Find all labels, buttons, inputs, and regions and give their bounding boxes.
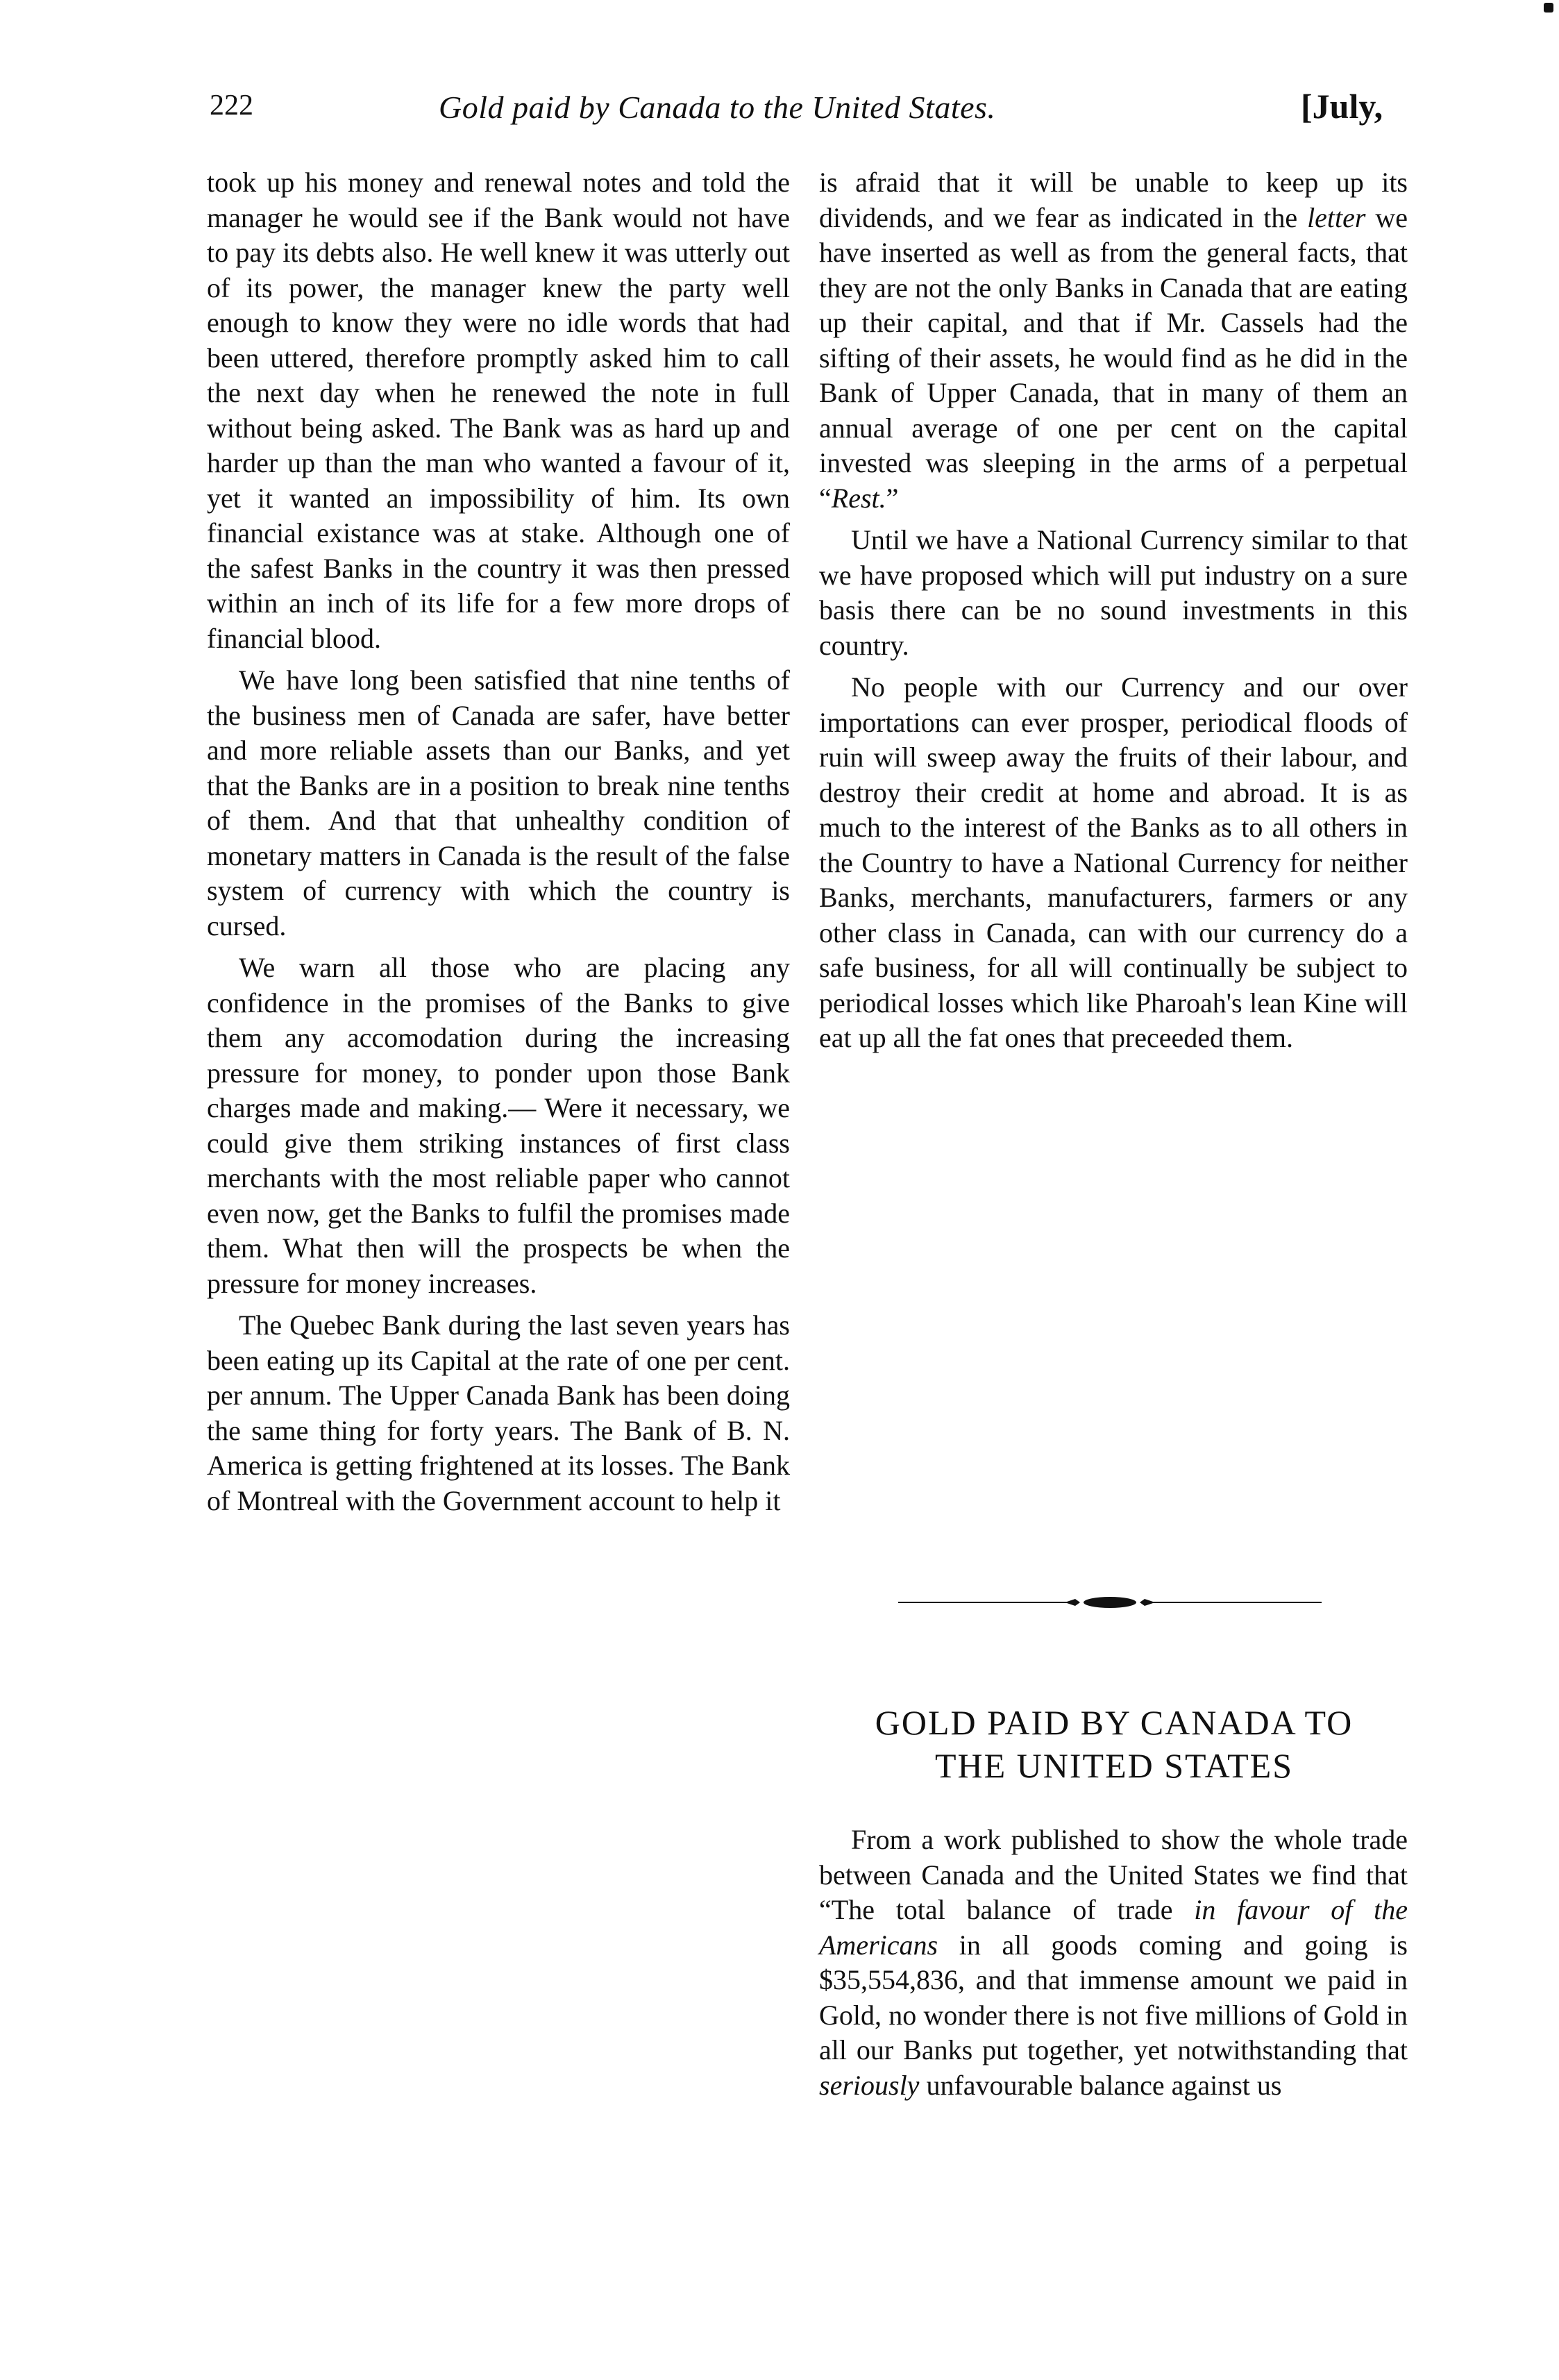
running-title: Gold paid by Canada to the United States. <box>439 90 996 125</box>
right-paragraph-1 <box>819 165 1408 516</box>
right-p1-italic-letter: letter <box>1307 201 1366 233</box>
scan-corner-mark <box>1544 3 1553 12</box>
section-text-a: From a work published to show the whole trade between Canada and the United States we find that “The total balance of trade <box>819 1824 1408 1925</box>
section-title-line-2: THE UNITED STATES <box>934 1746 1294 1785</box>
page-number: 222 <box>210 90 253 121</box>
left-column <box>207 165 790 1518</box>
section-italic-seriously: seriously <box>819 2069 920 2101</box>
right-p1-text-c: ” <box>886 482 899 514</box>
right-p1-text-b: we have inserted as well as from the general facts, that they are not the only Banks in Canada that are eating up their capital, and that if Mr. Cassels had the sifting of their assets, he would find as he did in the Bank of Upper Canada, that in many of them an annual average of one per cent on the capital invested was sleeping in the arms of a perpetual “ <box>819 201 1408 514</box>
section-title-line-1: GOLD PAID BY CANADA TO <box>875 1703 1354 1742</box>
section-text-b: in all goods coming and going is $35,554,836, and that immense amount we paid in Gold, no wonder there is not five millions of Gold in all our Banks put together, yet notwithstanding that <box>819 1929 1408 2065</box>
right-p1-text-a: is afraid that it will be unable to keep up its dividends, and we fear as indicated in the <box>819 167 1408 233</box>
right-paragraph-3: No people with our Currency and our over importations can ever prosper, periodical floods of ruin will sweep away the fruits of their labour, and destroy their credit at home and abroad. It is as much to the interest of the Banks as to all others in the Country to have a National Currency for neither Banks, merchants, manufacturers, farmers or any other class in Canada, can with our currency do a safe business, for all will continually be subject to periodical losses which like Pharoah's lean Kine will eat up all the fat ones that preceeded them. <box>819 671 1408 1053</box>
right-p1-italic-rest: Rest. <box>831 482 886 514</box>
right-column <box>819 165 1408 1056</box>
left-paragraph-4: The Quebec Bank during the last seven years has been eating up its Capital at the rate of one per cent. per annum. The Upper Canada Bank has been doing the same thing for forty years. The Bank of B. N. America is getting frightened at its losses. The Bank of Montreal with the Government account to help it <box>207 1309 790 1516</box>
right-paragraph-2: Until we have a National Currency similar to that we have proposed which will put industry on a sure basis there can be no sound investments in this country. <box>819 524 1408 661</box>
section-paragraph <box>819 1822 1408 2103</box>
page-header <box>0 89 1559 144</box>
section-text-c: unfavourable balance against us <box>919 2069 1282 2101</box>
header-month: [July, <box>1301 87 1383 126</box>
section-body <box>819 1822 1408 2103</box>
left-paragraph-2: We have long been satisfied that nine tenths of the business men of Canada are safer, have better and more reliable assets than our Banks, and yet that the Banks are in a position to break nine tenths of them. And that that unhealthy condition of monetary matters in Canada is the result of the false system of currency with which the country is cursed. <box>207 664 790 941</box>
section-italic-favour: in favour of the Americans <box>819 1894 1408 1961</box>
left-paragraph-1: took up his money and renewal notes and told the manager he would see if the Bank would not have to pay its debts also. He well knew it was utterly out of its power, the manager knew the party well enough to know they were no idle words that had been uttered, therefore promptly asked him to call the next day when he renewed the note in full without being asked. The Bank was as hard up and harder up than the man who wanted a favour of it, yet it wanted an impossibility of him. Its own financial existance was at stake. Although one of the safest Banks in the country it was then pressed within an inch of its life for a few more drops of financial blood. <box>207 167 790 654</box>
section-title <box>809 1701 1419 1787</box>
left-paragraph-3: We warn all those who are placing any confidence in the promises of the Banks to give them any accomodation during the increasing pressure for money, to ponder upon those Bank charges made and making.— Were it necessary, we could give them striking instances of first class merchants with the most reliable paper who cannot even now, get the Banks to fulfil the promises made them. What then will the prospects be when the pressure for money increases. <box>207 952 790 1299</box>
section-divider <box>898 1595 1322 1609</box>
